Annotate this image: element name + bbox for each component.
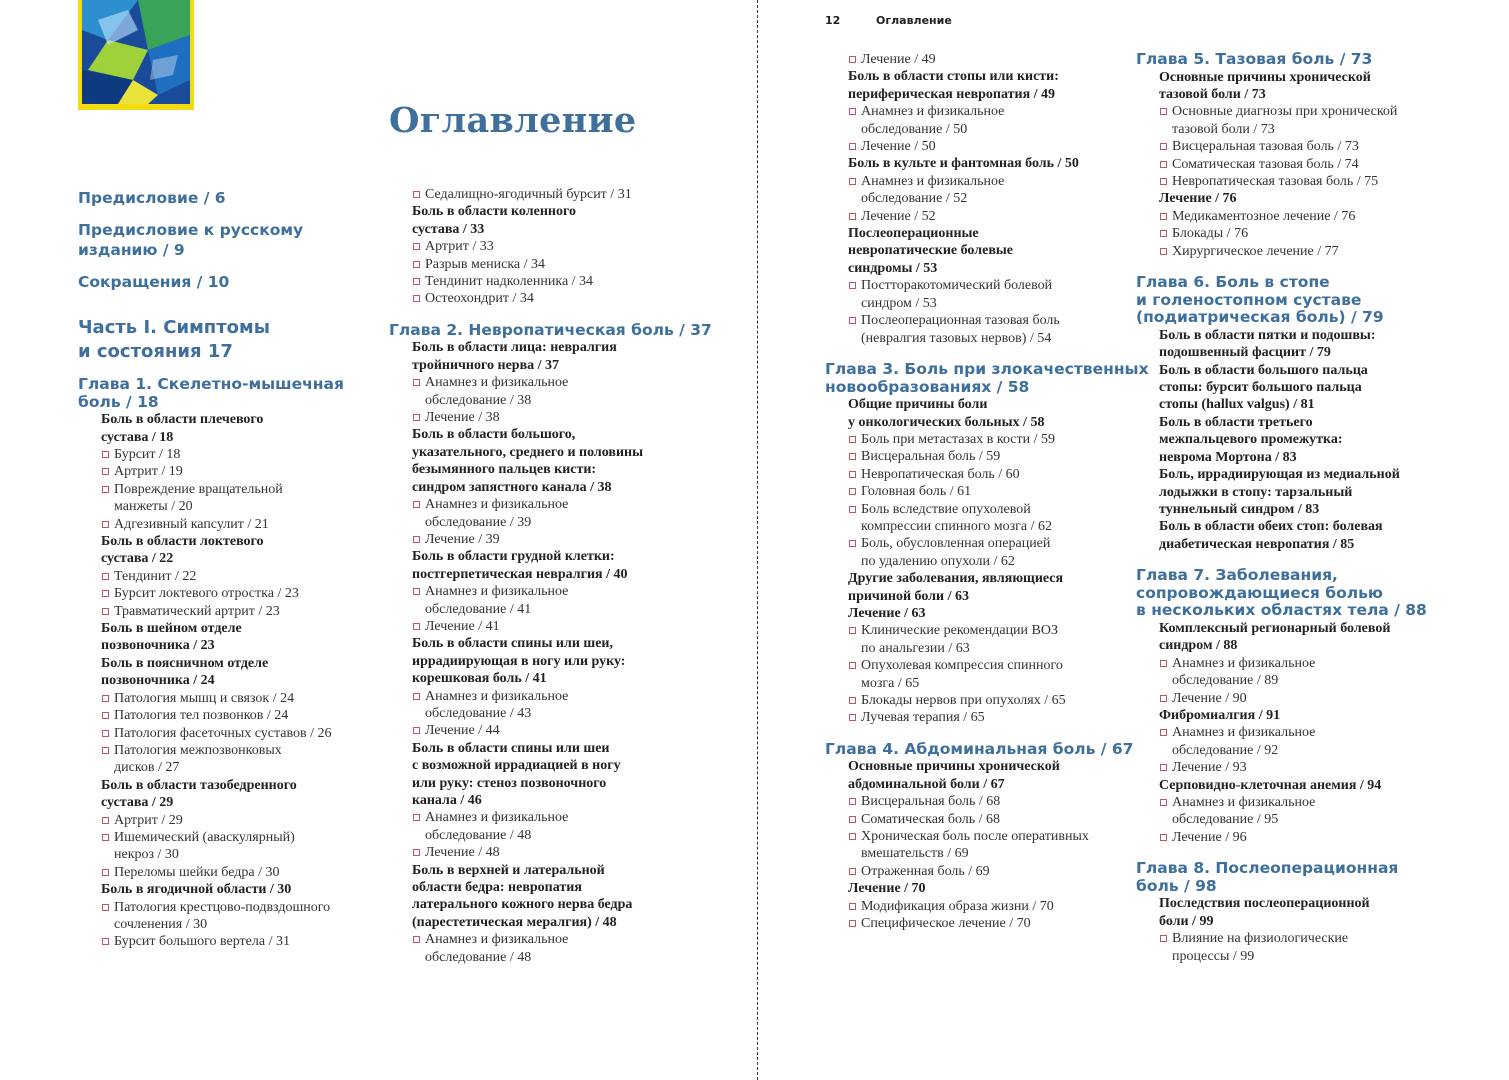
toc-item-continuation[interactable]: некроз / 30 <box>114 847 179 863</box>
toc-item[interactable]: Лечение / 90 <box>1136 690 1427 707</box>
toc-section-heading[interactable]: у онкологических больных / 58 <box>848 414 1045 430</box>
toc-item-continuation[interactable]: процессы / 99 <box>1172 948 1255 964</box>
toc-section-heading[interactable]: Комплексный регионарный болевой <box>1159 620 1391 636</box>
toc-front-preface[interactable]: Предисловие / 6 <box>78 189 226 207</box>
toc-section-heading[interactable]: диабетическая невропатия / 85 <box>1159 536 1355 552</box>
toc-spacer <box>389 308 712 322</box>
toc-item-continuation[interactable]: обследование / 52 <box>861 191 968 207</box>
toc-item[interactable]: Анамнез и физикальное <box>1136 655 1427 672</box>
toc-section-heading[interactable]: Боль в области плечевого <box>101 412 264 428</box>
toc-item[interactable]: Боль, обусловленная операцией <box>825 535 1149 552</box>
toc-column-2 <box>389 186 712 966</box>
toc-section-heading[interactable]: межпальцевого промежутка: <box>1159 432 1343 448</box>
toc-item[interactable]: Лечение / 41 <box>389 618 712 635</box>
toc-item[interactable]: Висцеральная тазовая боль / 73 <box>1136 138 1427 155</box>
toc-section-heading[interactable]: тройничного нерва / 37 <box>412 357 560 373</box>
toc-item[interactable]: Хроническая боль после оперативных <box>825 828 1149 845</box>
toc-spacer <box>825 347 1149 361</box>
toc-section-heading[interactable]: сустава / 29 <box>101 795 174 811</box>
toc-section-heading[interactable]: туннельный синдром / 83 <box>1159 501 1320 517</box>
toc-item-continuation[interactable]: обследование / 41 <box>425 601 532 617</box>
toc-section-heading[interactable]: Боль в ягодичной области / 30 <box>101 882 292 898</box>
toc-section-heading[interactable]: синдром запястного канала / 38 <box>412 479 612 495</box>
toc-section-heading[interactable]: (парестетическая мералгия) / 48 <box>412 914 617 930</box>
toc-section-heading[interactable]: Лечение / 70 <box>848 881 926 897</box>
toc-item[interactable]: Лечение / 38 <box>389 409 712 426</box>
toc-item[interactable]: Лечение / 52 <box>825 208 1149 225</box>
toc-section-heading[interactable]: корешковая боль / 41 <box>412 671 547 687</box>
cover-image <box>78 0 194 110</box>
toc-section-heading[interactable]: Фибромиалгия / 91 <box>1159 707 1281 723</box>
toc-item[interactable]: Повреждение вращательной <box>78 481 344 498</box>
toc-item[interactable]: Артрит / 33 <box>389 238 712 255</box>
toc-item[interactable]: Влияние на физиологические <box>1136 930 1427 947</box>
toc-item[interactable]: Лечение / 49 <box>825 51 1149 68</box>
toc-item[interactable]: Лечение / 44 <box>389 722 712 739</box>
toc-chapter-heading[interactable]: в нескольких областях тела / 88 <box>1136 601 1427 620</box>
toc-item[interactable]: Специфическое лечение / 70 <box>825 915 1149 932</box>
toc-item[interactable]: Боль вследствие опухолевой <box>825 501 1149 518</box>
toc-chapter-heading[interactable]: Глава 1. Скелетно-мышечная <box>78 375 344 393</box>
toc-section-heading[interactable]: с возможной иррадиацией в ногу <box>412 758 621 774</box>
toc-section-heading[interactable]: Боль в поясничном отделе <box>101 655 269 671</box>
toc-item[interactable]: Патология тел позвонков / 24 <box>78 707 344 724</box>
running-head-title: Оглавление <box>876 14 952 27</box>
toc-item[interactable]: Анамнез и физикальное <box>389 496 712 513</box>
toc-item-continuation[interactable]: сочленения / 30 <box>114 916 208 932</box>
cover-graphic <box>78 0 194 110</box>
toc-item[interactable]: Патология фасеточных суставов / 26 <box>78 725 344 742</box>
toc-section-heading[interactable]: позвоночника / 24 <box>101 673 215 689</box>
toc-item[interactable]: Соматическая тазовая боль / 74 <box>1136 156 1427 173</box>
toc-item-continuation[interactable]: обследование / 89 <box>1172 673 1279 689</box>
toc-item[interactable]: Анамнез и физикальное <box>1136 724 1427 741</box>
toc-item[interactable]: Блокады / 76 <box>1136 225 1427 242</box>
toc-item[interactable]: Переломы шейки бедра / 30 <box>78 864 344 881</box>
toc-section-heading[interactable]: Другие заболевания, являющиеся <box>848 571 1064 587</box>
toc-section-heading[interactable]: Боль в области обеих стоп: болевая <box>1159 519 1383 535</box>
toc-item[interactable]: Блокады нервов при опухолях / 65 <box>825 692 1149 709</box>
toc-item[interactable]: Тендинит надколенника / 34 <box>389 273 712 290</box>
toc-section-heading[interactable]: тазовой боли / 73 <box>1159 87 1266 102</box>
toc-item[interactable]: Медикаментозное лечение / 76 <box>1136 208 1427 225</box>
toc-section-heading[interactable]: Боль в области большого, <box>412 427 576 443</box>
toc-section-heading[interactable]: Боль в культе и фантомная боль / 50 <box>848 156 1079 172</box>
part-title-line-1[interactable]: Часть I. Симптомы <box>78 317 271 338</box>
toc-item[interactable]: Хирургическое лечение / 77 <box>1136 243 1427 260</box>
toc-chapter-heading[interactable]: и голеностопном суставе <box>1136 290 1362 309</box>
toc-item[interactable]: Соматическая боль / 68 <box>825 811 1149 828</box>
toc-chapter-heading[interactable]: боль / 18 <box>78 392 159 411</box>
toc-section-heading[interactable]: области бедра: невропатия <box>412 880 582 896</box>
toc-section-heading[interactable]: Основные причины хронической <box>848 759 1060 775</box>
toc-item-continuation[interactable]: обследование / 43 <box>425 705 532 721</box>
toc-item[interactable]: Лечение / 96 <box>1136 829 1427 846</box>
toc-item[interactable]: Лечение / 39 <box>389 531 712 548</box>
toc-section-heading[interactable]: периферическая невропатия / 49 <box>848 86 1056 102</box>
toc-section-heading[interactable]: позвоночника / 23 <box>101 638 215 654</box>
toc-item-continuation[interactable]: дисков / 27 <box>114 760 180 776</box>
toc-item[interactable]: Боль при метастазах в кости / 59 <box>825 431 1149 448</box>
toc-spacer <box>1136 553 1427 567</box>
toc-chapter-heading[interactable]: новообразованиях / 58 <box>825 377 1030 396</box>
toc-front-abbreviations[interactable]: Сокращения / 10 <box>78 273 230 291</box>
toc-item-continuation[interactable]: обследование / 92 <box>1172 742 1279 758</box>
toc-item[interactable]: Анамнез и физикальное <box>389 374 712 391</box>
toc-item[interactable]: Анамнез и физикальное <box>389 809 712 826</box>
toc-section-heading[interactable]: Боль в области третьего <box>1159 414 1313 430</box>
toc-section-heading[interactable]: синдром / 88 <box>1159 638 1238 654</box>
toc-section-heading[interactable]: Боль в области локтевого <box>101 534 264 550</box>
toc-section-heading[interactable]: Послеоперационные <box>848 226 979 242</box>
toc-section-heading[interactable]: Боль в области тазобедренного <box>101 777 297 793</box>
toc-section-heading[interactable]: канала / 46 <box>412 793 482 808</box>
toc-item[interactable]: Ишемический (аваскулярный) <box>78 829 344 846</box>
toc-section-heading[interactable]: Основные причины хронической <box>1159 69 1371 85</box>
toc-item-continuation[interactable]: обследование / 48 <box>425 827 532 843</box>
toc-item-continuation[interactable]: обследование / 50 <box>861 121 968 137</box>
toc-item[interactable]: Отраженная боль / 69 <box>825 863 1149 880</box>
toc-item[interactable]: Анамнез и физикальное <box>389 931 712 948</box>
toc-chapter-heading[interactable]: (подиатрическая боль) / 79 <box>1136 308 1384 327</box>
toc-item[interactable]: Основные диагнозы при хронической <box>1136 103 1427 120</box>
toc-section-heading[interactable]: сустава / 22 <box>101 551 174 567</box>
toc-section-heading[interactable]: Серповидно-клеточная анемия / 94 <box>1159 777 1382 793</box>
toc-section-heading[interactable]: латерального кожного нерва бедра <box>412 897 633 913</box>
running-head-page: 12 <box>825 14 841 27</box>
toc-chapter-heading[interactable]: Глава 8. Послеоперационная <box>1136 859 1399 878</box>
toc-item[interactable]: Адгезивный капсулит / 21 <box>78 516 344 533</box>
toc-item[interactable]: Висцеральная боль / 59 <box>825 448 1149 465</box>
toc-item[interactable]: Анамнез и физикальное <box>825 103 1149 120</box>
toc-item[interactable]: Артрит / 29 <box>78 812 344 829</box>
toc-spacer <box>1136 260 1427 274</box>
toc-section-heading[interactable]: Боль в области грудной клетки: <box>412 549 615 565</box>
toc-item[interactable]: Тендинит / 22 <box>78 568 344 585</box>
toc-section-heading[interactable]: абдоминальной боли / 67 <box>848 776 1005 792</box>
toc-section-heading[interactable]: невропатические болевые <box>848 243 1014 259</box>
part-title-line-2[interactable]: и состояния 17 <box>78 341 233 362</box>
toc-item[interactable]: Невропатическая тазовая боль / 75 <box>1136 173 1427 190</box>
toc-chapter-heading[interactable]: сопровождающиеся болью <box>1136 583 1383 602</box>
toc-item[interactable]: Лучевая терапия / 65 <box>825 709 1149 726</box>
toc-item-continuation[interactable]: манжеты / 20 <box>114 499 193 515</box>
toc-section-heading[interactable]: причиной боли / 63 <box>848 588 969 604</box>
toc-item-continuation[interactable]: (невралгия тазовых нервов) / 54 <box>861 330 1052 346</box>
toc-section-heading[interactable]: синдромы / 53 <box>848 260 938 276</box>
toc-item[interactable]: Травматический артрит / 23 <box>78 603 344 620</box>
toc-chapter-heading[interactable]: Глава 5. Тазовая боль / 73 <box>1136 50 1373 68</box>
toc-item[interactable]: Анамнез и физикальное <box>389 688 712 705</box>
toc-chapter-heading[interactable]: Глава 2. Невропатическая боль / 37 <box>389 320 712 339</box>
toc-section-heading[interactable]: Боль в области стопы или кисти: <box>848 69 1059 85</box>
toc-section-heading[interactable]: Боль в области коленного <box>412 204 576 220</box>
toc-item-continuation[interactable]: обследование / 48 <box>425 949 532 965</box>
toc-item[interactable]: Лечение / 50 <box>825 138 1149 155</box>
toc-item-continuation[interactable]: вмешательств / 69 <box>861 846 969 862</box>
toc-chapter-heading[interactable]: Глава 3. Боль при злокачественных <box>825 359 1149 378</box>
toc-section-heading[interactable]: сустава / 18 <box>101 429 174 445</box>
toc-item[interactable]: Артрит / 19 <box>78 463 344 480</box>
toc-item[interactable]: Постторакотомический болевой <box>825 277 1149 294</box>
toc-section-heading[interactable]: или руку: стеноз позвоночного <box>412 775 607 791</box>
toc-column-3 <box>825 51 1149 932</box>
front-matter <box>78 188 303 292</box>
toc-item-continuation[interactable]: мозга / 65 <box>861 675 920 691</box>
toc-item[interactable]: Бурсит большого вертела / 31 <box>78 933 344 950</box>
toc-item[interactable]: Анамнез и физикальное <box>389 583 712 600</box>
toc-column-1 <box>78 376 344 951</box>
toc-item[interactable]: Анамнез и физикальное <box>825 173 1149 190</box>
toc-item[interactable]: Патология мышц и связок / 24 <box>78 690 344 707</box>
toc-chapter-heading[interactable]: Глава 7. Заболевания, <box>1136 566 1338 585</box>
toc-section-heading[interactable]: неврома Мортона / 83 <box>1159 449 1297 465</box>
toc-item[interactable]: Остеохондрит / 34 <box>389 290 712 307</box>
toc-item[interactable]: Седалищно-ягодичный бурсит / 31 <box>389 186 712 203</box>
toc-section-heading[interactable]: Боль, иррадиирующая из медиальной <box>1159 467 1400 483</box>
toc-item-continuation[interactable]: по анальгезии / 63 <box>861 640 970 656</box>
toc-section-heading[interactable]: Боль в шейном отделе <box>101 621 242 637</box>
toc-section-heading[interactable]: боли / 99 <box>1159 913 1214 929</box>
toc-item[interactable]: Головная боль / 61 <box>825 483 1149 500</box>
toc-section-heading[interactable]: Боль в верхней и латеральной <box>412 862 605 878</box>
toc-section-heading[interactable]: Последствия послеоперационной <box>1159 896 1370 912</box>
toc-section-heading[interactable]: Боль в области пятки и подошвы: <box>1159 327 1376 343</box>
toc-item[interactable]: Висцеральная боль / 68 <box>825 793 1149 810</box>
toc-section-heading[interactable]: Боль в области лица: невралгия <box>412 340 617 356</box>
toc-section-heading[interactable]: подошвенный фасциит / 79 <box>1159 345 1331 361</box>
toc-item-continuation[interactable]: обследование / 39 <box>425 514 532 530</box>
toc-section-heading[interactable]: постгерпетическая невралгия / 40 <box>412 566 628 582</box>
toc-section-heading[interactable]: иррадиирующая в ногу или руку: <box>412 653 626 669</box>
toc-item[interactable]: Клинические рекомендации ВОЗ <box>825 622 1149 639</box>
toc-column-4 <box>1136 51 1427 965</box>
toc-chapter-heading[interactable]: Глава 4. Абдоминальная боль / 67 <box>825 739 1134 758</box>
toc-item[interactable]: Патология крестцово-подвздошного <box>78 899 344 916</box>
toc-item-continuation[interactable]: обследование / 38 <box>425 392 532 408</box>
toc-spacer <box>825 727 1149 741</box>
toc-item[interactable]: Бурсит локтевого отростка / 23 <box>78 585 344 602</box>
toc-item-continuation[interactable]: синдром / 53 <box>861 295 937 311</box>
toc-chapter-heading[interactable]: Глава 6. Боль в стопе <box>1136 273 1330 292</box>
toc-item-continuation[interactable]: обследование / 95 <box>1172 812 1279 828</box>
toc-item[interactable]: Патология межпозвонковых <box>78 742 344 759</box>
toc-section-heading[interactable]: Боль в области спины или шеи <box>412 740 610 756</box>
toc-section-heading[interactable]: Общие причины боли <box>848 397 988 413</box>
toc-section-heading[interactable]: Боль в области спины или шеи, <box>412 636 613 652</box>
toc-item[interactable]: Послеоперационная тазовая боль <box>825 312 1149 329</box>
toc-item-continuation[interactable]: по удалению опухоли / 62 <box>861 553 1015 569</box>
toc-section-heading[interactable]: стопы: бурсит большого пальца <box>1159 380 1362 396</box>
toc-section-heading[interactable]: Лечение / 63 <box>848 605 926 621</box>
toc-front-preface-ru[interactable]: Предисловие к русскому <box>78 221 304 239</box>
toc-section-heading[interactable]: сустава / 33 <box>412 221 485 237</box>
toc-item-continuation[interactable]: тазовой боли / 73 <box>1172 121 1275 137</box>
toc-section-heading[interactable]: безымянного пальцев кисти: <box>412 462 597 478</box>
toc-item[interactable]: Модификация образа жизни / 70 <box>825 898 1149 915</box>
toc-item[interactable]: Разрыв мениска / 34 <box>389 256 712 273</box>
page-divider <box>757 0 758 1080</box>
toc-section-heading[interactable]: Боль в области большого пальца <box>1159 362 1368 378</box>
toc-item[interactable]: Опухолевая компрессия спинного <box>825 657 1149 674</box>
toc-item[interactable]: Анамнез и физикальное <box>1136 794 1427 811</box>
toc-item[interactable]: Бурсит / 18 <box>78 446 344 463</box>
toc-chapter-heading[interactable]: боль / 98 <box>1136 876 1217 895</box>
toc-item[interactable]: Лечение / 93 <box>1136 759 1427 776</box>
toc-section-heading[interactable]: Лечение / 76 <box>1159 191 1237 207</box>
toc-item[interactable]: Невропатическая боль / 60 <box>825 466 1149 483</box>
toc-item[interactable]: Лечение / 48 <box>389 844 712 861</box>
toc-section-heading[interactable]: указательного, среднего и половины <box>412 444 644 460</box>
toc-section-heading[interactable]: лодыжки в стопу: тарзальный <box>1159 484 1353 500</box>
toc-spacer <box>1136 846 1427 860</box>
toc-front-preface-ru-cont[interactable]: изданию / 9 <box>78 241 185 259</box>
toc-item-continuation[interactable]: компрессии спинного мозга / 62 <box>861 518 1052 534</box>
toc-section-heading[interactable]: стопы (hallux valgus) / 81 <box>1159 397 1315 413</box>
page-title: Оглавление <box>389 100 637 141</box>
part-heading <box>78 316 270 364</box>
